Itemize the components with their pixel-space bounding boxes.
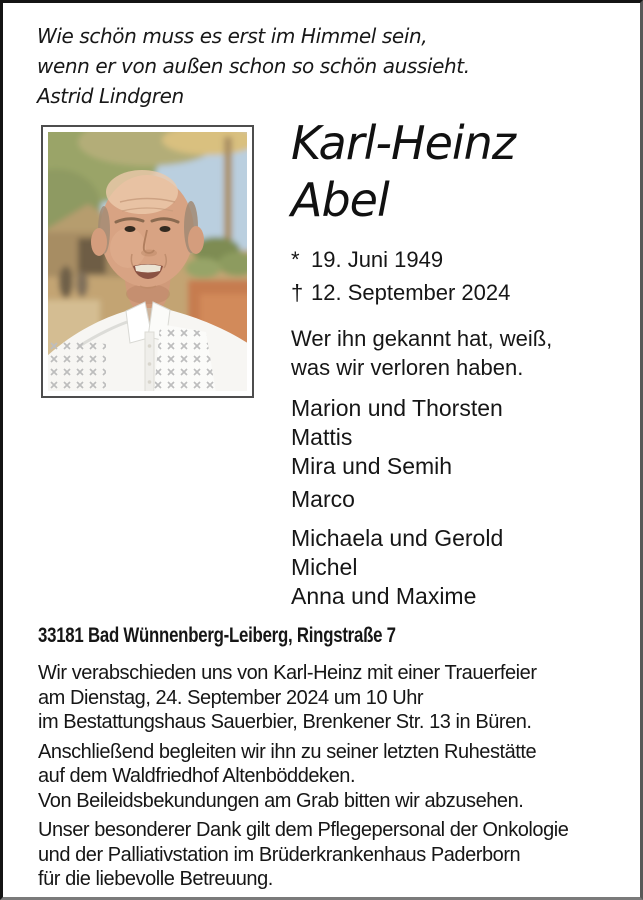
mourner-name: Marion und Thorsten [291, 395, 503, 421]
death-cross-icon: † [291, 280, 304, 305]
funeral-paragraph-thanks [38, 818, 623, 892]
death-line [291, 276, 631, 309]
mourner-group [291, 394, 631, 481]
funeral-line: im Bestattungshaus Sauerbier, Brenkener Str. 13 in Büren. [38, 711, 532, 733]
quote-attribution: Astrid Lindgren [37, 84, 184, 108]
funeral-line: Anschließend begleiten wir ihn zu seiner letzten Ruhestätte [38, 740, 537, 763]
funeral-line: Unser besonderer Dank gilt dem Pflegepersonal der Onkologie [38, 819, 569, 841]
birth-star-icon: * [291, 247, 300, 272]
mourner-group [291, 524, 631, 611]
funeral-info-block [38, 623, 623, 892]
tribute-line-1: Wer ihn gekannt hat, weiß, [291, 326, 553, 351]
quote-line-1: Wie schön muss es erst im Himmel sein, [37, 24, 428, 48]
deceased-last-name: Abel [291, 173, 389, 227]
mourner-name: Mattis [291, 424, 353, 450]
funeral-paragraph-burial [38, 740, 623, 814]
death-date: 12. September 2024 [311, 280, 511, 305]
funeral-line: auf dem Waldfriedhof Altenböddeken. [38, 765, 356, 787]
funeral-line: Wir verabschieden uns von Karl-Heinz mit einer Trauerfeier [38, 662, 537, 684]
mourner-name: Mira und Semih [291, 453, 453, 479]
funeral-line: für die liebevolle Betreuung. [38, 868, 273, 890]
portrait-photo [48, 132, 247, 391]
mourners-block [291, 394, 631, 611]
funeral-line: Von Beileidsbekundungen am Grab bitten wir abzusehen. [38, 789, 524, 812]
deceased-first-name: Karl-Heinz [291, 116, 515, 170]
mourner-name: Anna und Maxime [291, 583, 477, 609]
tribute-line-2: was wir verloren haben. [291, 355, 524, 380]
deceased-block [291, 115, 631, 611]
quote-line-2: wenn er von außen schon so schön aussieht. [37, 54, 470, 78]
birth-date: 19. Juni 1949 [311, 247, 444, 272]
mourner-name: Michaela und Gerold [291, 525, 504, 551]
funeral-paragraph-service [38, 661, 623, 735]
mourner-name: Michel [291, 554, 358, 580]
life-dates [291, 243, 631, 309]
mourner-name: Marco [291, 486, 355, 512]
funeral-line: und der Palliativstation im Brüderkrankenhaus Paderborn [38, 843, 521, 866]
deceased-name [291, 115, 631, 229]
quote-block [37, 21, 470, 111]
birth-line [291, 243, 631, 276]
funeral-line: am Dienstag, 24. September 2024 um 10 Uhr [38, 686, 424, 709]
portrait-photo-frame [41, 125, 254, 398]
mourner-group [291, 485, 631, 514]
tribute-block [291, 324, 631, 382]
address-line: 33181 Bad Wünnenberg-Leiberg, Ringstraße 7 [38, 624, 396, 647]
